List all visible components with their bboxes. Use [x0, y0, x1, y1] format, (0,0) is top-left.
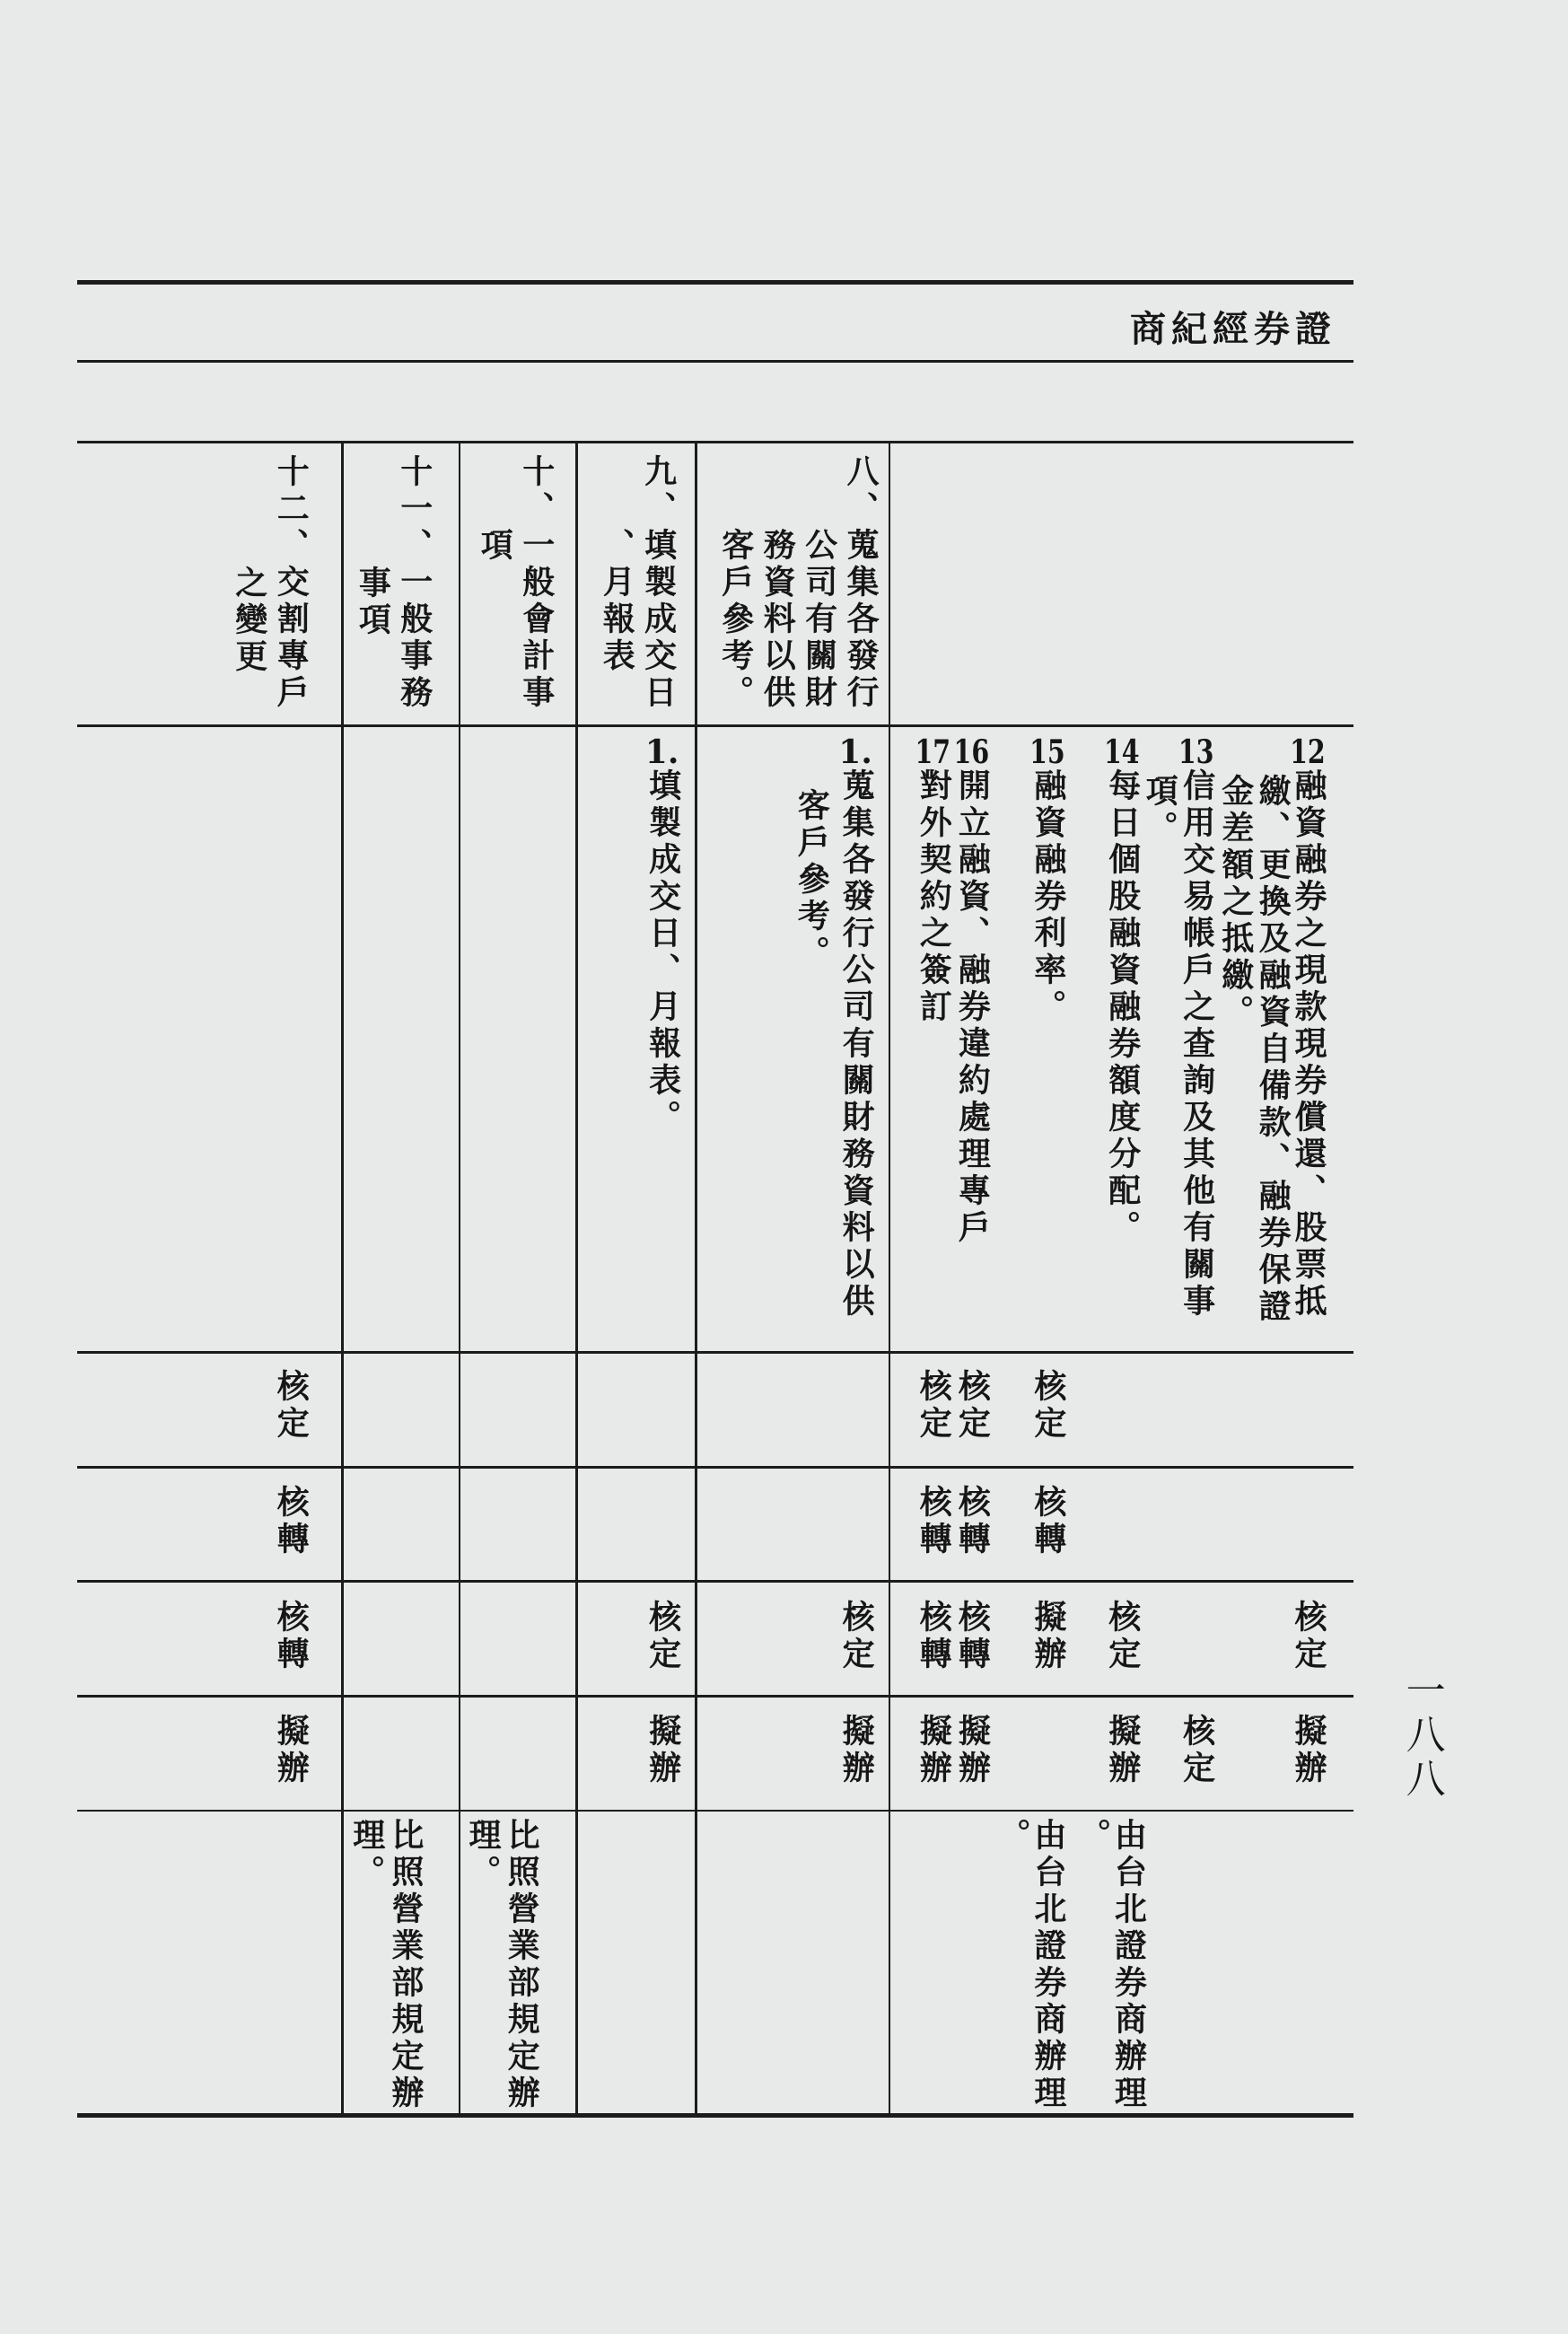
- table-rule-7: [77, 1695, 1353, 1698]
- item-number: 15: [1029, 736, 1065, 769]
- remark-line: [464, 1818, 502, 1892]
- cell-text: 擬辦: [1103, 1714, 1141, 1788]
- cell-text: 十一、一般事務: [395, 453, 433, 712]
- cell-text: 對外契約之簽訂: [915, 768, 952, 1027]
- remark-line: [994, 1818, 1031, 1856]
- approval-cell: [1031, 1369, 1064, 1443]
- item-number: 1.: [838, 736, 872, 769]
- cell-text: 公司有關財: [800, 528, 837, 713]
- item-heading-line: [354, 565, 391, 639]
- page-number: 一八八: [1398, 1669, 1445, 1802]
- approval-cell: [953, 1485, 991, 1559]
- cell-text: 擬辦: [915, 1714, 952, 1788]
- cell-text: 九、填製成交日: [639, 453, 677, 712]
- cell-text: 。: [1073, 1818, 1111, 1856]
- item-detail-line: [1031, 736, 1064, 1026]
- column-divider-4: [889, 441, 891, 2113]
- table-rule-6: [77, 1580, 1353, 1583]
- column-divider-1: [459, 441, 461, 2113]
- cell-text: 核定: [953, 1368, 991, 1443]
- approval-cell: [915, 1714, 952, 1788]
- item-heading-line: [272, 453, 310, 712]
- approval-cell: [646, 1714, 679, 1787]
- cell-text: 核定: [837, 1599, 875, 1673]
- table-rule-5: [77, 1466, 1353, 1469]
- item-heading-line: [842, 453, 880, 712]
- cell-text: 務資料以供: [758, 528, 796, 713]
- approval-cell: [272, 1368, 310, 1443]
- cell-text: 核轉: [1029, 1485, 1066, 1559]
- cell-text: 理。: [464, 1818, 502, 1892]
- item-detail-line: [646, 736, 679, 1136]
- item-detail-line: [1180, 736, 1213, 1321]
- approval-cell: [1031, 1600, 1064, 1673]
- cell-text: 融資融券利率。: [1029, 768, 1066, 1027]
- cell-text: 客戶參考。: [716, 528, 754, 713]
- table-rule-2: [77, 441, 1353, 443]
- cell-text: 核定: [1178, 1714, 1215, 1788]
- table-rule-9: [77, 2113, 1353, 2118]
- cell-text: 十、一般會計事: [517, 453, 555, 712]
- item-number: 13: [1178, 736, 1214, 769]
- cell-text: 填製成交日、月報表。: [644, 768, 681, 1137]
- approval-cell: [915, 1485, 952, 1559]
- cell-text: 繳、更換及融資自備款、融券保證: [1254, 773, 1292, 1326]
- remark-line: [1109, 1818, 1147, 2113]
- cell-text: 由台北證券商辦理: [1109, 1818, 1147, 2113]
- item-detail-line: [953, 736, 991, 1248]
- approval-cell: [1180, 1714, 1213, 1787]
- cell-text: 擬辦: [1289, 1714, 1327, 1788]
- cell-text: 比照營業部規定辦: [503, 1818, 540, 2113]
- item-heading-line: [639, 453, 677, 712]
- item-detail-line: [1254, 773, 1292, 1326]
- cell-text: 擬辦: [644, 1714, 681, 1788]
- approval-cell: [272, 1714, 310, 1788]
- approval-cell: [272, 1599, 310, 1673]
- table-rule-1: [77, 360, 1353, 363]
- cell-text: 十二、交割專戶: [272, 453, 310, 712]
- item-heading-line: [517, 453, 555, 712]
- approval-cell: [915, 1599, 952, 1673]
- column-divider-0: [341, 441, 344, 2113]
- cell-text: 之變更: [230, 565, 267, 676]
- cell-text: 項。: [1141, 773, 1178, 847]
- cell-text: 比照營業部規定辦: [386, 1818, 424, 2113]
- cell-text: 核轉: [953, 1485, 991, 1559]
- cell-text: 蒐集各發行公司有關財務資料以供: [837, 768, 875, 1321]
- cell-text: 核定: [1289, 1599, 1327, 1673]
- remark-line: [386, 1818, 424, 2113]
- cell-text: 由台北證券商辦理: [1029, 1818, 1066, 2113]
- item-detail-line: [837, 736, 875, 1321]
- table-rule-0: [77, 280, 1353, 285]
- cell-text: 事項: [354, 565, 391, 639]
- running-header-title: 證券經紀商: [1130, 309, 1336, 350]
- cell-text: 核轉: [272, 1599, 310, 1673]
- approval-cell: [837, 1714, 875, 1788]
- approval-cell: [915, 1368, 952, 1443]
- cell-text: 八、蒐集各發行: [842, 453, 880, 712]
- remark-line: [503, 1818, 540, 2113]
- cell-text: 融資融券之現款現券償還、股票抵: [1289, 768, 1327, 1321]
- cell-text: 、月報表: [598, 528, 635, 676]
- item-heading-line: [232, 566, 265, 676]
- item-detail-line: [1216, 773, 1254, 1031]
- approval-cell: [1103, 1714, 1141, 1788]
- item-detail-line: [1289, 736, 1327, 1321]
- table-rule-3: [77, 724, 1353, 727]
- cell-text: 核定: [1029, 1368, 1066, 1443]
- approval-cell: [1289, 1714, 1327, 1788]
- item-detail-line: [793, 788, 830, 973]
- cell-text: 項: [476, 528, 513, 566]
- cell-text: 信用交易帳戶之查詢及其他有關事: [1178, 768, 1215, 1321]
- table-rule-4: [77, 1351, 1353, 1354]
- item-detail-line: [1103, 736, 1141, 1248]
- item-heading-line: [598, 528, 635, 676]
- column-divider-2: [575, 441, 578, 2113]
- approval-cell: [953, 1714, 991, 1788]
- approval-cell: [272, 1485, 310, 1559]
- cell-text: 核轉: [953, 1599, 991, 1673]
- approval-cell: [646, 1600, 679, 1673]
- item-heading-line: [395, 453, 433, 712]
- approval-cell: [837, 1599, 875, 1673]
- cell-text: 金差額之抵繳。: [1216, 773, 1254, 1031]
- item-number: 17: [915, 736, 951, 769]
- cell-text: 擬辦: [272, 1714, 310, 1788]
- cell-text: 理。: [347, 1818, 385, 1892]
- item-heading-line: [716, 528, 754, 713]
- approval-cell: [1103, 1599, 1141, 1673]
- cell-text: 每日個股融資融券額度分配。: [1103, 768, 1141, 1248]
- approval-cell: [1031, 1485, 1064, 1558]
- cell-text: 核轉: [272, 1485, 310, 1559]
- remark-line: [347, 1818, 385, 1892]
- cell-text: 核轉: [915, 1599, 952, 1673]
- remark-line: [1073, 1818, 1111, 1856]
- cell-text: 核定: [915, 1368, 952, 1443]
- cell-text: 。: [994, 1818, 1031, 1856]
- item-number: 12: [1290, 736, 1326, 769]
- item-number: 1.: [644, 736, 679, 769]
- approval-cell: [953, 1368, 991, 1443]
- item-heading-line: [476, 528, 513, 566]
- approval-cell: [1289, 1599, 1327, 1673]
- cell-text: 擬辦: [1029, 1599, 1066, 1673]
- cell-text: 擬辦: [953, 1714, 991, 1788]
- item-heading-line: [758, 528, 796, 713]
- cell-text: 客戶參考。: [793, 788, 830, 973]
- table-rule-8: [77, 1810, 1353, 1812]
- cell-text: 核轉: [915, 1485, 952, 1559]
- cell-text: 核定: [644, 1599, 681, 1673]
- cell-text: 核定: [1103, 1599, 1141, 1673]
- cell-text: 開立融資、融券違約處理專戶: [953, 768, 991, 1248]
- item-number: 16: [953, 736, 990, 769]
- item-detail-line: [915, 736, 952, 1027]
- cell-text: 擬辦: [837, 1714, 875, 1788]
- item-number: 14: [1103, 736, 1140, 769]
- remark-line: [1031, 1818, 1064, 2112]
- approval-cell: [953, 1599, 991, 1673]
- column-divider-3: [695, 441, 697, 2113]
- item-heading-line: [802, 528, 835, 712]
- cell-text: 核定: [272, 1368, 310, 1443]
- item-detail-line: [1141, 773, 1178, 847]
